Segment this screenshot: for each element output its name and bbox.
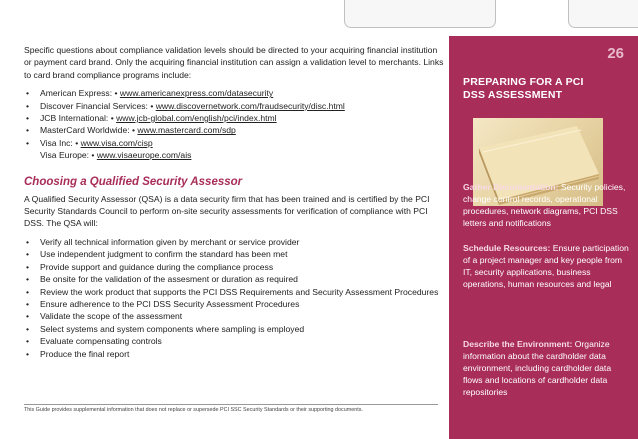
intro-paragraph: Specific questions about compliance validation levels should be directed to your acquiring financial institution or payment card brand. Only the acquiring financial institution can assign a validation level to merchants. Links to card brand compliance programs include: bbox=[24, 45, 444, 80]
list-item: • Validate the scope of the assessment bbox=[24, 310, 444, 322]
top-tab-right bbox=[568, 0, 638, 28]
list-item bbox=[24, 124, 444, 136]
sidebar-block-environment bbox=[463, 338, 631, 398]
top-tab-left bbox=[344, 0, 496, 28]
list-item: • Produce the final report bbox=[24, 348, 444, 360]
brand-link[interactable]: www.visa.com/cisp bbox=[80, 137, 153, 148]
sidebar-block-lead: Schedule Resources: bbox=[463, 243, 551, 253]
qsa-paragraph: A Qualified Security Assessor (QSA) is a data security firm that has been trained and is certified by the PCI Security Standards Council to perform on-site security assessments for verification of compliance with PCI DSS. The QSA will: bbox=[24, 193, 430, 229]
main-content bbox=[24, 44, 444, 360]
brand-name: MasterCard Worldwide: • bbox=[40, 125, 138, 136]
list-item: • Select systems and system components where sampling is employed bbox=[24, 323, 444, 335]
sidebar-title-line2: DSS ASSESSMENT bbox=[463, 89, 563, 101]
brand-link[interactable]: www.discovernetwork.com/fraudsecurity/disc.html bbox=[155, 100, 345, 111]
sidebar-block-text: Security policies, change control records, operational procedures, network diagrams, PCI DSS letters and notifications bbox=[463, 182, 626, 228]
list-item: • Verify all technical information given by merchant or service provider bbox=[24, 236, 444, 248]
footer-disclaimer: This Guide provides supplemental information that does not replace or supersede PCI SSC Security Standards or their supporting documents. bbox=[24, 407, 363, 413]
brand-name: JCB International: • bbox=[40, 113, 117, 124]
list-item: • Use independent judgment to confirm the standard has been met bbox=[24, 248, 444, 260]
list-item: • Be onsite for the validation of the assesment or duration as required bbox=[24, 273, 444, 285]
brand-name: Discover Financial Services: • bbox=[40, 100, 156, 111]
footer-divider bbox=[24, 404, 438, 405]
list-item: • Provide support and guidance during the compliance process bbox=[24, 261, 444, 273]
sidebar-title bbox=[463, 76, 633, 102]
sidebar-block-resources bbox=[463, 242, 631, 290]
brand-name: Visa Europe: • bbox=[40, 150, 97, 161]
sidebar-block-documentation bbox=[463, 181, 631, 229]
page-number: 26 bbox=[607, 45, 624, 62]
brand-name: American Express: • bbox=[40, 88, 120, 99]
sidebar-block-text: Ensure participation of a project manager and key people from IT, security applications, business operations, human resources and legal bbox=[463, 243, 629, 289]
sidebar-panel bbox=[449, 36, 638, 439]
sidebar-block-lead: Gather Documentation: bbox=[463, 182, 559, 192]
list-item bbox=[24, 112, 444, 124]
list-item bbox=[24, 87, 444, 99]
qsa-duties-list bbox=[24, 236, 444, 360]
list-item bbox=[24, 100, 444, 112]
section-heading: Choosing a Qualified Security Assessor bbox=[24, 175, 243, 188]
list-item: • Review the work product that supports the PCI DSS Requirements and Security Assessment Procedures bbox=[24, 286, 444, 298]
brand-link[interactable]: www.americanexpress.com/datasecurity bbox=[119, 88, 274, 99]
brand-link[interactable]: www.jcb-global.com/english/pci/index.html bbox=[116, 113, 277, 124]
list-item: • Evaluate compensating controls bbox=[24, 335, 444, 347]
brand-link[interactable]: www.mastercard.com/sdp bbox=[137, 125, 236, 136]
sidebar-title-line1: PREPARING FOR A PCI bbox=[463, 76, 584, 88]
brand-name: Visa Inc: • bbox=[40, 137, 81, 148]
list-item bbox=[24, 137, 444, 162]
sidebar-block-text: Organize information about the cardholder data environment, including cardholder data flows and locations of cardholder data repositories bbox=[463, 339, 612, 397]
list-item: • Ensure adherence to the PCI DSS Security Assessment Procedures bbox=[24, 298, 444, 310]
card-brand-list bbox=[24, 87, 444, 161]
brand-link[interactable]: www.visaeurope.com/ais bbox=[96, 150, 192, 161]
sidebar-block-lead: Describe the Environment: bbox=[463, 339, 573, 349]
